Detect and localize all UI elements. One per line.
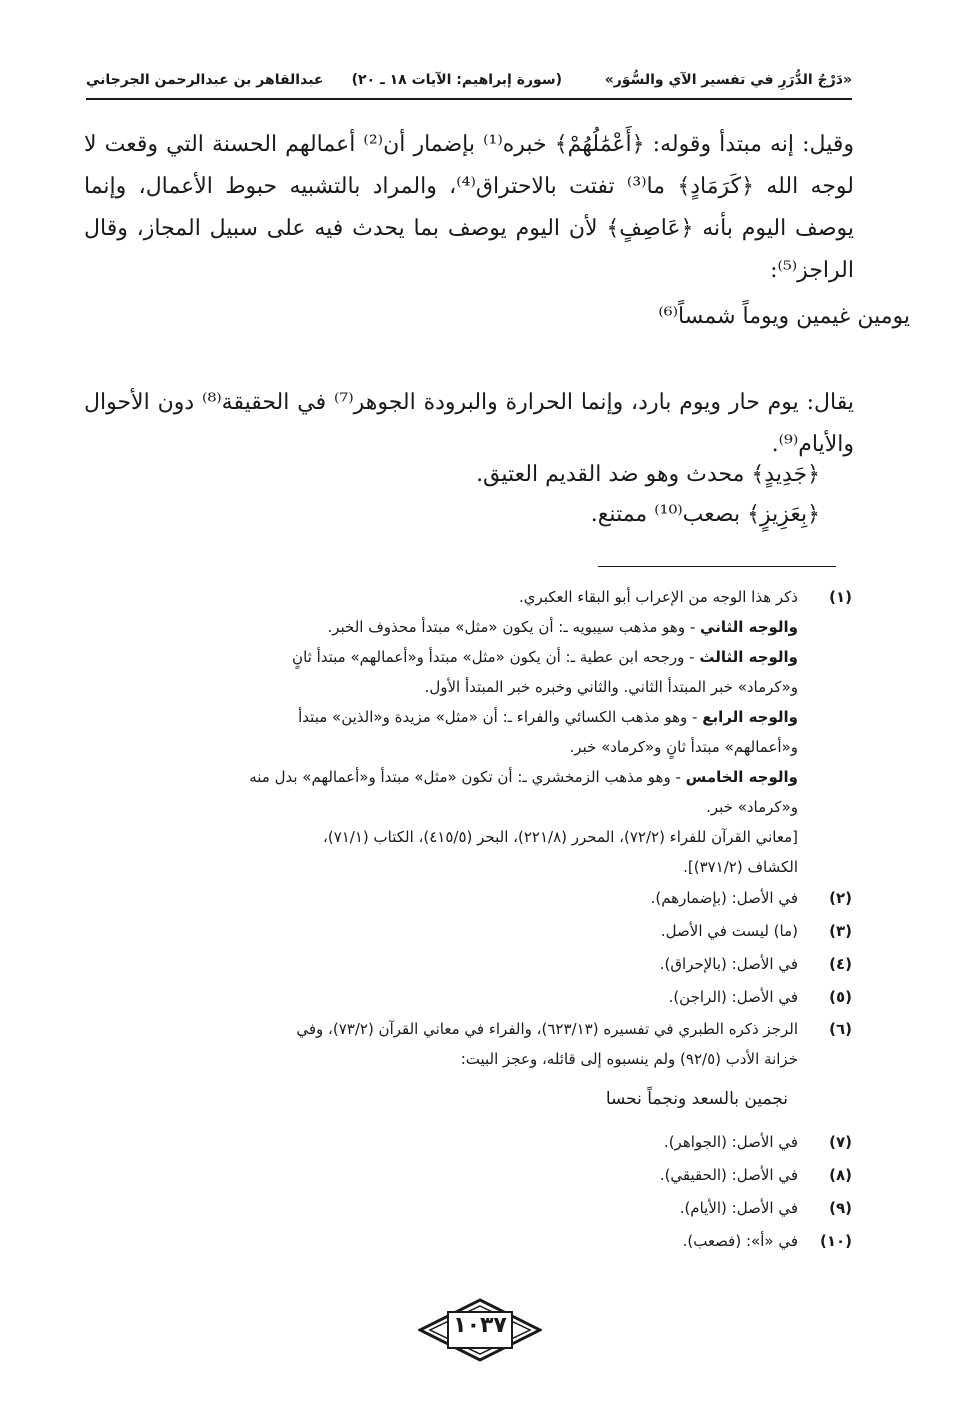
footnote-line: في الأصل: (الأيام). xyxy=(679,1199,798,1217)
footnote-line xyxy=(96,612,798,642)
footnote-number: (٣) xyxy=(829,922,852,940)
footnote-line-rest: - وهو مذهب الكسائي والفراء ـ: أن «مثل» مزيدة و«الذين» مبتدأ xyxy=(298,708,703,726)
main-text xyxy=(84,124,854,292)
footnote-5 xyxy=(96,981,852,1014)
footnote-line: خزانة الأدب (٩٢/٥) ولم ينسبوه إلى قائله، وعجز البيت: xyxy=(460,1050,798,1068)
footnote-line xyxy=(96,762,798,792)
author-name: عبدالقاهر بن عبدالرحمن الجرجاني xyxy=(86,72,324,88)
heading-fourth-view: والوجه الرابع xyxy=(702,708,798,726)
footnote-line: و«كرماد» خبر المبتدأ الثاني. والثاني وخبره خبر المبتدأ الأول. xyxy=(424,678,798,696)
footnote-line: [معاني القرآن للفراء (٧٢/٢)، المحرر (٢٢١/٨)، البحر (٤١٥/٥)، الكتاب (٧١/١)، xyxy=(322,828,798,846)
paragraph-1: وقيل: إنه مبتدأ وقوله: ﴿أَعْمَٰلُهُمْ﴾ خبره⁽¹⁾ بإضمار أن⁽²⁾ أعمالهم الحسنة التي وقعت لا لوجه الله ﴿كَرَمَادٍ﴾ ما⁽³⁾ تفتت بالاحتراق⁽⁴⁾، والمراد بالتشبيه حبوط الأعمال، وإنما يوصف اليوم بأنه ﴿عَاصِفٍ﴾ لأن اليوم يوصف بما يحدث فيه على سبيل المجاز، وقال الراجز⁽⁵⁾: xyxy=(84,132,855,283)
footnote-9 xyxy=(96,1192,852,1225)
footnote-7 xyxy=(96,1126,852,1159)
footnote-line: في الأصل: (بإضمارهم). xyxy=(650,889,798,907)
footnote-3 xyxy=(96,915,852,948)
footnote-line: (ما) ليست في الأصل. xyxy=(660,922,798,940)
footnote-number: (٦) xyxy=(829,1020,852,1038)
gloss-jadid: ﴿جَدِيدٍ﴾ محدث وهو ضد القديم العتيق. xyxy=(476,462,820,487)
heading-fifth-view: والوجه الخامس xyxy=(685,768,798,786)
footnote-4 xyxy=(96,948,852,981)
footnote-8 xyxy=(96,1159,852,1192)
page-number: ١٠٣٧ xyxy=(453,1313,507,1338)
footnote-10 xyxy=(96,1225,852,1258)
footnotes xyxy=(96,582,852,1258)
footnote-number: (١) xyxy=(829,588,852,606)
footnote-number: (٤) xyxy=(829,955,852,973)
footnote-line: و«أعمالهم» مبتدأ ثانٍ و«كرماد» خبر. xyxy=(569,738,798,756)
header-rule xyxy=(86,98,852,100)
surah-reference: (سورة إبراهيم: الآيات ١٨ ـ ٢٠) xyxy=(351,72,562,88)
footnote-line: في الأصل: (الحقيقي). xyxy=(659,1166,798,1184)
gloss-aziz: ﴿بِعَزِيزٍ﴾ بصعب⁽¹⁰⁾ ممتنع. xyxy=(590,502,820,527)
poetry-verse: يومين غيمين ويوماً شمساً⁽⁶⁾ xyxy=(658,304,910,329)
footnote-line: في الأصل: (بالإحراق). xyxy=(659,955,798,973)
footnote-6 xyxy=(96,1014,852,1114)
footnote-verse: نجمين بالسعد ونجماً نحسا xyxy=(605,1089,788,1109)
footnote-1 xyxy=(96,582,852,882)
heading-third-view: والوجه الثالث xyxy=(699,648,798,666)
book-title: «دَرْجُ الدُّرَرِ في تفسير الآي والسُّوَر» xyxy=(604,72,852,88)
footnote-line: في «أ»: (فصعب). xyxy=(682,1232,798,1250)
footnote-2 xyxy=(96,882,852,915)
footnote-line: في الأصل: (الراجن). xyxy=(668,988,798,1006)
footnote-line xyxy=(96,702,798,732)
footnote-line xyxy=(96,642,798,672)
footnote-number: (٩) xyxy=(829,1199,852,1217)
footnote-line: و«كرماد» خبر. xyxy=(706,798,798,816)
heading-second-view: والوجه الثاني xyxy=(700,618,798,636)
footnote-separator xyxy=(598,566,836,567)
footnote-line-rest: - وهو مذهب الزمخشري ـ: أن تكون «مثل» مبتدأ و«أعمالهم» بدل منه xyxy=(249,768,686,786)
footnote-number: (٥) xyxy=(829,988,852,1006)
footnote-line: الكشاف (٣٧١/٢)]. xyxy=(683,858,798,876)
footnote-line: الرجز ذكره الطبري في تفسيره (٦٢٣/١٣)، والفراء في معاني القرآن (٧٣/٢)، وفي xyxy=(296,1020,798,1038)
footnote-number: (٢) xyxy=(829,889,852,907)
paragraph-2: يقال: يوم حار ويوم بارد، وإنما الحرارة والبرودة الجوهر⁽⁷⁾ في الحقيقة⁽⁸⁾ دون الأحوال والأيام⁽⁹⁾. xyxy=(84,390,854,457)
footnote-line-rest: - ورجحه ابن عطية ـ: أن يكون «مثل» مبتدأ و«أعمالهم» مبتدأ ثانٍ xyxy=(292,648,700,666)
footnote-number: (١٠) xyxy=(819,1232,852,1250)
footnote-line-rest: - وهو مذهب سيبويه ـ: أن يكون «مثل» مبتدأ محذوف الخبر. xyxy=(327,618,701,636)
running-header xyxy=(86,66,852,100)
footnote-number: (٧) xyxy=(829,1133,852,1151)
footnote-number: (٨) xyxy=(829,1166,852,1184)
footnote-line: في الأصل: (الجواهر). xyxy=(663,1133,798,1151)
footnote-line: ذكر هذا الوجه من الإعراب أبو البقاء العكبري. xyxy=(518,588,798,606)
